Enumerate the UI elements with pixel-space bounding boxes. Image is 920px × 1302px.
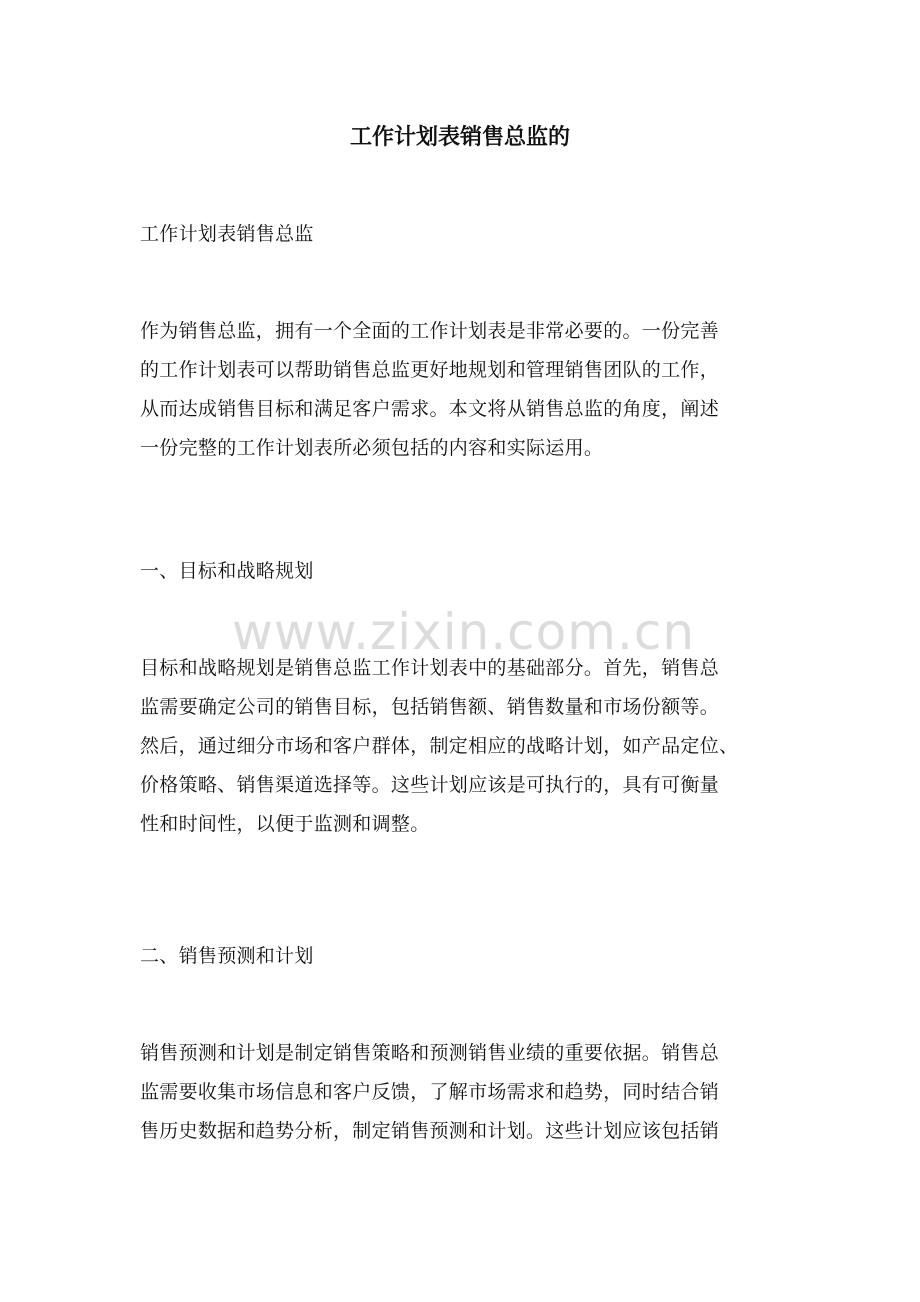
- intro-line: 一份完整的工作计划表所必须包括的内容和实际运用。: [140, 437, 604, 459]
- section1-line: 性和时间性，以便于监测和调整。: [140, 813, 430, 835]
- section1-line: 监需要确定公司的销售目标，包括销售额、销售数量和市场份额等。: [140, 696, 720, 718]
- section1-line: 价格策略、销售渠道选择等。这些计划应该是可执行的，具有可衡量: [140, 774, 720, 796]
- section2-heading: 二、销售预测和计划: [140, 945, 314, 967]
- intro-paragraph: [140, 312, 800, 468]
- intro-line: 作为销售总监，拥有一个全面的工作计划表是非常必要的。一份完善: [140, 320, 720, 342]
- watermark-text: www.zixin.com.cn: [232, 603, 696, 661]
- intro-line: 的工作计划表可以帮助销售总监更好地规划和管理销售团队的工作，: [140, 359, 720, 381]
- section1-line: 目标和战略规划是销售总监工作计划表中的基础部分。首先，销售总: [140, 657, 720, 679]
- document-subtitle: 工作计划表销售总监: [140, 223, 314, 245]
- section1-heading: 一、目标和战略规划: [140, 560, 314, 582]
- intro-line: 从而达成销售目标和满足客户需求。本文将从销售总监的角度，阐述: [140, 398, 720, 420]
- section2-line: 监需要收集市场信息和客户反馈，了解市场需求和趋势，同时结合销: [140, 1081, 720, 1103]
- section1-line: 然后，通过细分市场和客户群体，制定相应的战略计划，如产品定位、: [140, 735, 739, 757]
- section2-paragraph: [140, 1034, 800, 1151]
- section1-paragraph: [140, 649, 800, 844]
- document-title: 工作计划表销售总监的: [349, 124, 570, 150]
- section2-line: 销售预测和计划是制定销售策略和预测销售业绩的重要依据。销售总: [140, 1042, 720, 1064]
- section2-line: 售历史数据和趋势分析，制定销售预测和计划。这些计划应该包括销: [140, 1120, 720, 1142]
